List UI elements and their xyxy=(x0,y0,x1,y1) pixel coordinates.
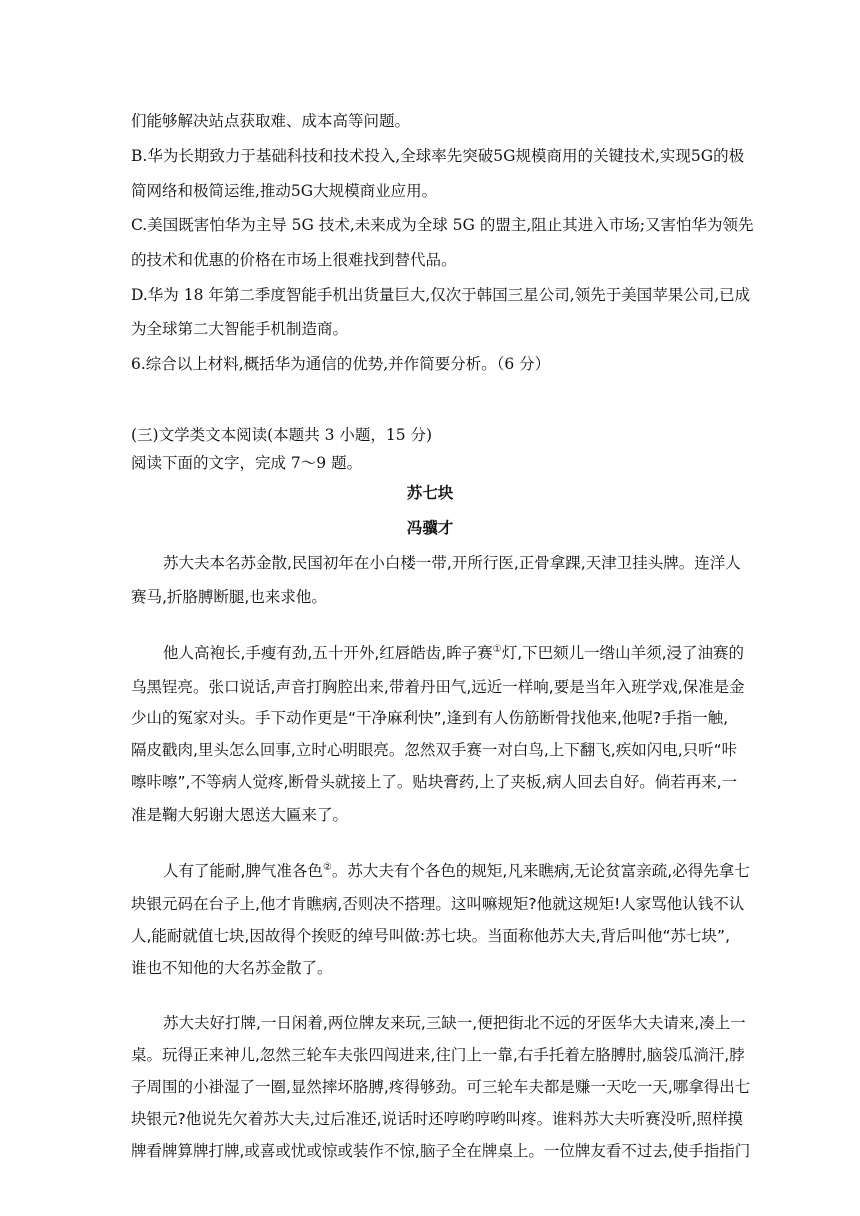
paragraph-4-line: 桌。玩得正来神儿,忽然三轮车夫张四闯进来,往门上一靠,右手托着左胳膊肘,脑袋瓜淌汗,脖 xyxy=(131,1046,745,1064)
option-b-line-2: 简网络和极简运维,推动5G大规模商业应用。 xyxy=(131,182,438,200)
question-6: 6.综合以上材料,概括华为通信的优势,并作简要分析。（6 分） xyxy=(131,355,551,373)
option-b-line-1: B.华为长期致力于基础科技和技术投入,全球率先突破5G规模商用的关键技术,实现5G的极 xyxy=(131,147,745,165)
paragraph-3-line: 人,能耐就值七块,因故得个挨贬的绰号叫做:苏七块。当面称他苏大夫,背后叫他“苏七块”, xyxy=(131,927,730,945)
section-instruction: 阅读下面的文字，完成 7～9 题。 xyxy=(131,454,363,472)
paragraph-2-line: 隔皮戳肉,里头怎么回事,立时心明眼亮。忽然双手赛一对白鸟,上下翻飞,疾如闪电,只听“咔 xyxy=(131,741,738,759)
footnote-mark: ① xyxy=(492,643,502,655)
article-title: 苏七块 xyxy=(406,483,454,502)
option-d-line-2: 为全球第二大智能手机制造商。 xyxy=(131,320,349,338)
footnote-mark: ② xyxy=(322,861,332,873)
option-c-line-2: 的技术和优惠的价格在市场上很难找到替代品。 xyxy=(131,251,457,269)
option-c-line-1: C.美国既害怕华为主导 5G 技术,未来成为全球 5G 的盟主,阻止其进入市场;又害怕华为领先 xyxy=(131,216,754,234)
paragraph-3-line: 块银元码在台子上,他才肯瞧病,否则决不搭理。这叫嘛规矩?他就这规矩!人家骂他认钱不认 xyxy=(131,895,745,913)
option-a-tail: 们能够解决站点获取难、成本高等问题。 xyxy=(131,112,411,130)
paragraph-2-line: 少山的冤家对头。手下动作更是“干净麻利快”,逢到有人伤筋断骨找他来,他呢?手指一触, xyxy=(131,709,729,727)
paragraph-3-line: 谁也不知他的大名苏金散了。 xyxy=(131,959,333,977)
paragraph-4-line: 块银元?他说先欠着苏大夫,过后准还,说话时还哼哟哼哟叫疼。谁料苏大夫听赛没听,照样摸 xyxy=(131,1110,744,1128)
paragraph-4-line: 牌看牌算牌打牌,或喜或忧或惊或装作不惊,脑子全在牌桌上。一位牌友看不过去,使手指指门 xyxy=(131,1142,751,1160)
section-heading: (三)文学类文本阅读(本题共 3 小题，15 分) xyxy=(131,426,433,444)
paragraph-2-line: 他人高袍长,手瘦有劲,五十开外,红唇皓齿,眸子赛①灯,下巴颏儿一绺山羊须,浸了油赛的 xyxy=(163,643,745,662)
paragraph-2-line: 嚓咔嚓”,不等病人觉疼,断骨头就接上了。贴块膏药,上了夹板,病人回去自好。倘若再来,一 xyxy=(131,773,738,791)
paragraph-2-line: 乌黑锃亮。张口说话,声音打胸腔出来,带着丹田气,远近一样响,要是当年入班学戏,保准是金 xyxy=(131,678,745,696)
paragraph-4-line: 苏大夫好打牌,一日闲着,两位牌友来玩,三缺一,便把街北不远的牙医华大夫请来,凑上一 xyxy=(163,1014,746,1032)
paragraph-2-line: 准是鞠大躬谢大恩送大匾来了。 xyxy=(131,806,349,824)
paragraph-3-line: 人有了能耐,脾气准各色②。苏大夫有个各色的规矩,凡来瞧病,无论贫富亲疏,必得先拿七 xyxy=(163,861,750,880)
article-author: 冯骥才 xyxy=(406,518,454,537)
option-d-line-1: D.华为 18 年第二季度智能手机出货量巨大,仅次于韩国三星公司,领先于美国苹果公司,已成 xyxy=(131,286,751,304)
paragraph-4-line: 子周围的小褂湿了一圈,显然摔坏胳膊,疼得够劲。可三轮车夫都是赚一天吃一天,哪拿得出七 xyxy=(131,1078,751,1096)
paragraph-1-line: 苏大夫本名苏金散,民国初年在小白楼一带,开所行医,正骨拿踝,天津卫挂头牌。连洋人 xyxy=(163,554,741,572)
paragraph-1-line: 赛马,折胳膊断腿,也来求他。 xyxy=(131,588,327,606)
